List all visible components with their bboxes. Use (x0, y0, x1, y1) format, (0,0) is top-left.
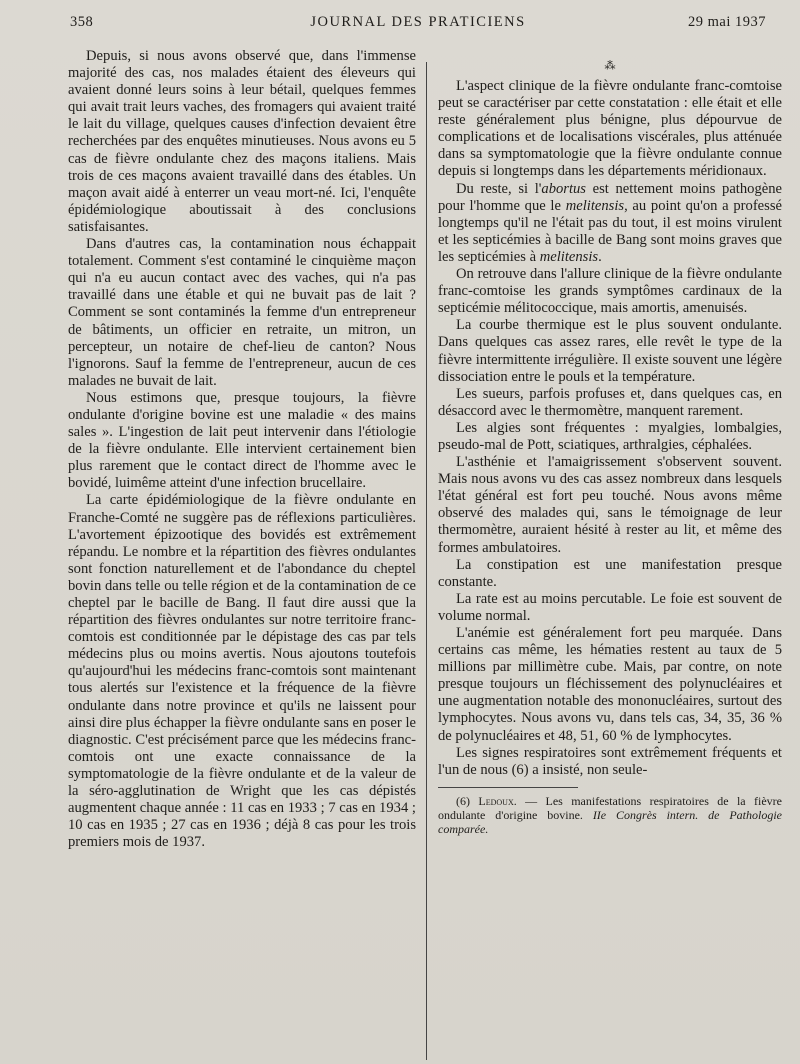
page-number: 358 (70, 14, 94, 30)
paragraph: L'asthénie et l'amaigrissement s'observent souvent. Mais nous avons vu des cas assez nombreux dans lesquels l'état général est fort peu touché. Nous avons même observé des malades qui, sans le témoignage de leur thermomètre, auraient hésité à rester au lit, et même des formes ambulatoires. (438, 454, 782, 556)
footnote-rule (438, 787, 578, 788)
paragraph: La carte épidémiologique de la fièvre ondulante en Franche-Comté ne suggère pas de réflexions particulières. L'avortement épizootique des bovidés est extrêmement répandu. Le nombre et la répartition des fièvres ondulantes sont fonction naturellement et de l'abondance du cheptel bovin dans telle ou telle région et de la contamination de ce cheptel par le bacille de Bang. Il faut dire aussi que la répartition des fièvres ondulantes sur notre territoire franc-comtois est conditionnée par le dépistage des cas par tels médecins plus ou moins avertis. Nous ajoutons toutefois qu'aujourd'hui les médecins franc-comtois sont maintenant tous alertés sur l'existence et la fréquence de la fièvre ondulante dans notre province et qu'ils ne laissent pour ainsi dire plus échapper la fièvre ondulante sans en poser le diagnostic. C'est précisément parce que les médecins franc-comtois ont une exacte connaissance de la symptomatologie de la fièvre ondulante et de la valeur de la séro-agglutination de Wright que les cas dépistés augmentent chaque année : 11 cas en 1933 ; 7 cas en 1934 ; 10 cas en 1935 ; 27 cas en 1936 ; déjà 8 cas pour les trois premiers mois de 1937. (68, 492, 416, 851)
paragraph: Les signes respiratoires sont extrêmement fréquents et l'un de nous (6) a insisté, non seule- (438, 744, 782, 778)
paragraph: Nous estimons que, presque toujours, la fièvre ondulante d'origine bovine est une maladie « des mains sales ». L'ingestion de lait peut intervenir dans l'étiologie de la fièvre ondulante. Elle intervient certainement bien plus rarement que le contact direct de l'homme avec le bovidé, luimême atteint d'une infection brucellaire. (68, 389, 416, 492)
paragraph: Du reste, si l'abortus est nettement moins pathogène pour l'homme que le melitensis, au point qu'on a professé longtemps qu'il ne l'était pas du tout, il est moins virulent et les septicémies à bacille de Bang sont moins graves que les septicémies à melitensis. (438, 180, 782, 265)
footnote-venue: IIe Congrès intern. de Pathologie comparée. (438, 807, 783, 836)
footnote (438, 794, 782, 836)
left-column (68, 48, 416, 851)
paragraph: La rate est au moins percutable. Le foie est souvent de volume normal. (438, 590, 782, 624)
footnote-author: Ledoux (478, 793, 514, 808)
footnote-text: . — Les manifestations respiratoires de la fièvre ondulante d'origine bovine. (438, 793, 782, 822)
paragraph: L'anémie est généralement fort peu marquée. Dans certains cas même, les hématies restent au taux de 5 millions par millimètre cube. Mais, par contre, on note presque toujours un fléchissement des polynucléaires et une augmentation notable des mononucléaires, surtout des lymphocytes. Nous avons vu, dans tels cas, 34, 35, 36 % de polynucléaires et 48, 51, 60 % de lymphocytes. (438, 625, 782, 744)
right-column (438, 60, 782, 836)
paragraph: La constipation est une manifestation presque constante. (438, 556, 782, 590)
paragraph: Depuis, si nous avons observé que, dans l'immense majorité des cas, nos malades étaient des éleveurs qui avaient donné leurs soins à leur bétail, quelques femmes qui avait trait leurs vaches, des fromagers qui avaient traité le lait du village, quelques causes d'infection devaient être recherchées par des enquêtes minutieuses. Nous avons eu 5 cas de fièvre ondulante chez des maçons italiens. Mais trois de ces maçons avaient travaillé dans des étables. Un maçon avait aidé à enterrer un veau mort-né. Ici, l'enquête épidémiologique aboutissait à des conclusions satisfaisantes. (68, 48, 416, 235)
paragraph: Les algies sont fréquentes : myalgies, lombalgies, pseudo-mal de Pott, sciatiques, arthralgies, céphalées. (438, 419, 782, 453)
paragraph: La courbe thermique est le plus souvent ondulante. Dans quelques cas assez rares, elle revêt le type de la fièvre intermittente irrégulière. Il existe souvent une légère dissociation entre le pouls et la température. (438, 317, 782, 385)
italic-term: melitensis (565, 197, 625, 214)
section-asterism: ⁂ (604, 60, 616, 72)
journal-title: JOURNAL DES PRATICIENS (310, 14, 526, 30)
column-divider (426, 62, 427, 1060)
italic-term: abortus (541, 180, 586, 197)
paragraph: Les sueurs, parfois profuses et, dans quelques cas, en désaccord avec le thermomètre, manquent rarement. (438, 385, 782, 419)
running-header (70, 14, 766, 38)
paragraph: Dans d'autres cas, la contamination nous échappait totalement. Comment s'est contaminé le cinquième maçon qui n'a eu aucun contact avec des vaches, qui n'a pas travaillé dans une étable et qui ne buvait pas de lait ? Comment se sont contaminés la femme d'un entrepreneur de bâtiments, un officier en retraite, un mitron, un percepteur, un notaire de chef-lieu de canton? Nous l'ignorons. Sauf la femme de l'entrepreneur, aucun de ces malades ne buvait de lait. (68, 236, 416, 389)
paragraph: On retrouve dans l'allure clinique de la fièvre ondulante franc-comtoise les grands symptômes cardinaux de la septicémie mélitococcique, mais amortis, amenuisés. (438, 266, 782, 317)
issue-date: 29 mai 1937 (688, 14, 766, 30)
paragraph: L'aspect clinique de la fièvre ondulante franc-comtoise peut se caractériser par cette constatation : elle était et elle reste généralement plus bénigne, plus dépourvue de complications et de localisations viscérales, plus atténuée dans sa symptomatologie que la fièvre ondulante connue depuis si longtemps dans les départements méridionaux. (438, 78, 782, 180)
footnote-number: (6) (456, 793, 470, 808)
italic-term: melitensis (539, 248, 599, 265)
